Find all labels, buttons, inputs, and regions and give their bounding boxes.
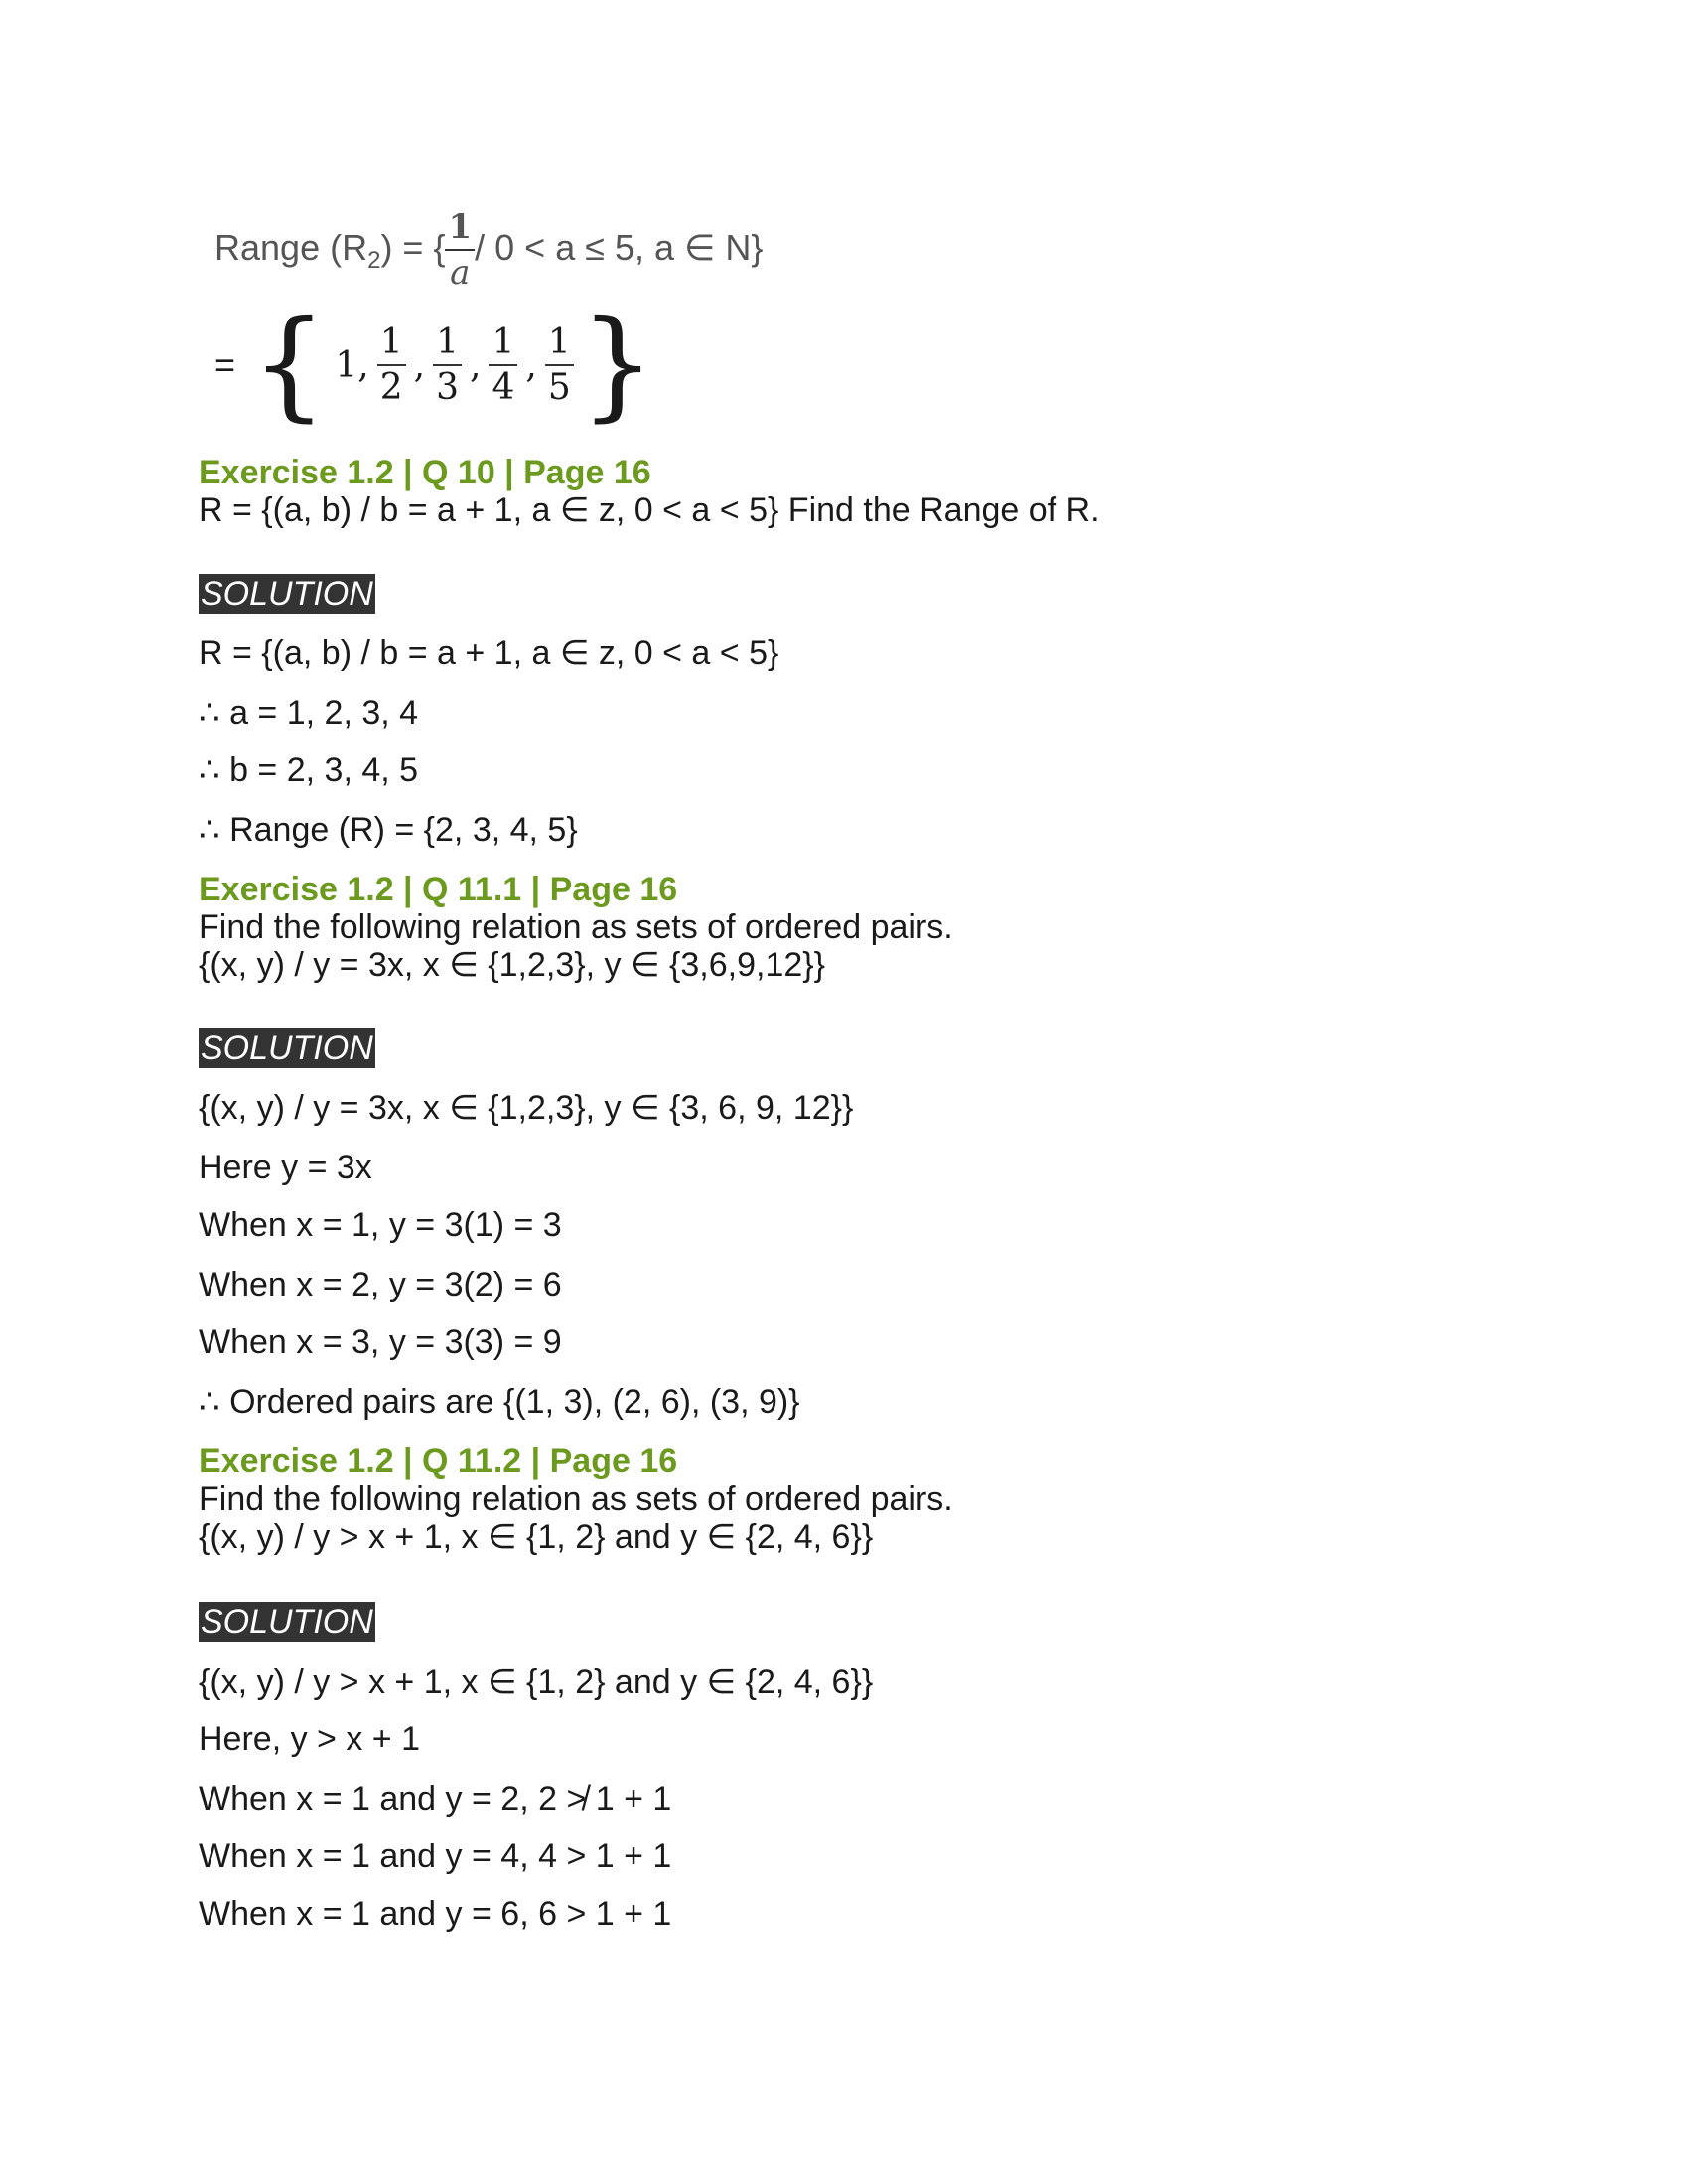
set-fraction-4 bbox=[545, 321, 574, 410]
q11-1-line-5: When x = 3, y = 3(3) = 9 bbox=[199, 1323, 562, 1361]
q10-line-1: R = {(a, b) / b = a + 1, a ∈ z, 0 < a < 5} bbox=[199, 634, 779, 672]
set-first-element: 1, bbox=[335, 344, 369, 386]
fraction-denominator: 4 bbox=[492, 367, 515, 408]
range-r2-subscript: 2 bbox=[367, 247, 381, 275]
q11-2-line-2: Here, y > x + 1 bbox=[199, 1720, 420, 1758]
equals-sign: = bbox=[214, 344, 236, 385]
q11-2-solution-label: SOLUTION bbox=[201, 1603, 373, 1641]
right-brace: } bbox=[579, 296, 656, 434]
q11-1-line-4: When x = 2, y = 3(2) = 6 bbox=[199, 1266, 562, 1303]
q11-1-solution-label: SOLUTION bbox=[201, 1029, 373, 1067]
q11-1-question-line2: {(x, y) / y = 3x, x ∈ {1,2,3}, y ∈ {3,6,9,12}} bbox=[199, 946, 825, 984]
q11-2-line-5: When x = 1 and y = 6, 6 > 1 + 1 bbox=[199, 1895, 672, 1933]
comma: , bbox=[470, 344, 482, 386]
q10-line-4: ∴ Range (R) = {2, 3, 4, 5} bbox=[199, 811, 578, 849]
set-fraction-3 bbox=[489, 321, 517, 410]
q11-1-line-3: When x = 1, y = 3(1) = 3 bbox=[199, 1206, 562, 1244]
comma: , bbox=[413, 344, 426, 386]
range-r2-open: ) = { bbox=[380, 227, 446, 268]
fraction-denominator: 2 bbox=[379, 367, 403, 408]
q11-2-heading: Exercise 1.2 | Q 11.2 | Page 16 bbox=[199, 1442, 678, 1480]
fraction-denominator: a bbox=[450, 253, 471, 294]
range-r2-set bbox=[214, 296, 656, 434]
fraction-numerator: 1 bbox=[489, 321, 517, 366]
q11-1-line-1: {(x, y) / y = 3x, x ∈ {1,2,3}, y ∈ {3, 6, 9, 12}} bbox=[199, 1089, 854, 1127]
q11-1-heading: Exercise 1.2 | Q 11.1 | Page 16 bbox=[199, 871, 678, 908]
q11-1-question-line1: Find the following relation as sets of ordered pairs. bbox=[199, 908, 953, 946]
q11-1-line-6: ∴ Ordered pairs are {(1, 3), (2, 6), (3, 9)} bbox=[199, 1383, 800, 1421]
q11-2-line-1: {(x, y) / y > x + 1, x ∈ {1, 2} and y ∈ {2, 4, 6}} bbox=[199, 1663, 874, 1701]
range-r2-lhs: Range (R bbox=[214, 227, 368, 268]
q11-2-question-line1: Find the following relation as sets of ordered pairs. bbox=[199, 1480, 953, 1518]
range-r2-condition: / 0 < a ≤ 5, a ∈ N} bbox=[475, 227, 764, 268]
q10-line-2: ∴ a = 1, 2, 3, 4 bbox=[199, 694, 419, 732]
fraction-numerator: 1 bbox=[445, 205, 475, 251]
comma: , bbox=[525, 344, 537, 386]
q11-2-line-3: When x = 1 and y = 2, 2 ≯ 1 + 1 bbox=[199, 1780, 672, 1818]
fraction-numerator: 1 bbox=[545, 321, 574, 366]
range-r2-fraction bbox=[445, 205, 475, 295]
left-brace: { bbox=[251, 296, 328, 434]
q10-question: R = {(a, b) / b = a + 1, a ∈ z, 0 < a < 5} Find the Range of R. bbox=[199, 491, 1100, 529]
q11-1-line-2: Here y = 3x bbox=[199, 1149, 372, 1186]
set-fraction-2 bbox=[433, 321, 462, 410]
q10-heading: Exercise 1.2 | Q 10 | Page 16 bbox=[199, 454, 651, 491]
q10-solution-label: SOLUTION bbox=[201, 575, 373, 613]
fraction-denominator: 3 bbox=[436, 367, 460, 408]
q10-line-3: ∴ b = 2, 3, 4, 5 bbox=[199, 751, 419, 789]
set-fraction-1 bbox=[377, 321, 406, 410]
fraction-numerator: 1 bbox=[377, 321, 406, 366]
fraction-denominator: 5 bbox=[547, 367, 571, 408]
q11-2-question-line2: {(x, y) / y > x + 1, x ∈ {1, 2} and y ∈ {2, 4, 6}} bbox=[199, 1518, 874, 1556]
fraction-numerator: 1 bbox=[433, 321, 462, 366]
range-r2-definition bbox=[214, 199, 763, 311]
q11-2-line-4: When x = 1 and y = 4, 4 > 1 + 1 bbox=[199, 1838, 672, 1875]
